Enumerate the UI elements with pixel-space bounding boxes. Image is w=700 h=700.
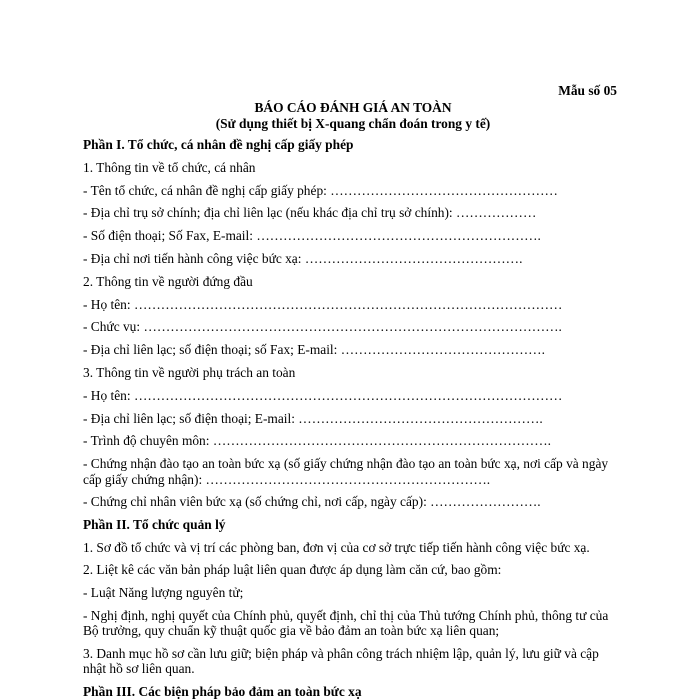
part1-heading: Phần I. Tổ chức, cá nhân đề nghị cấp giấy phép (83, 137, 354, 152)
document-title: BÁO CÁO ĐÁNH GIÁ AN TOÀN (254, 100, 452, 115)
part2-item2: 2. Liệt kê các văn bản pháp luật liên quan được áp dụng làm căn cứ, bao gồm: (83, 562, 502, 578)
part1-org-name-line: - Tên tổ chức, cá nhân đề nghị cấp giấy phép: …………………………………………… (83, 182, 558, 198)
part1-safety-training-line: - Chứng nhận đào tạo an toàn bức xạ (số giấy chứng nhận đào tạo an toàn bức xạ, nơi cấp và ngày cấp giấy chứng nhận): ………………………………………………………. (83, 456, 609, 487)
part2-item1: 1. Sơ đồ tổ chức và vị trí các phòng ban, đơn vị của cơ sở trực tiếp tiến hành công việc bức xạ. (83, 539, 590, 555)
part1-org-phone-line: - Số điện thoại; Số Fax, E-mail: ………………………………………………………. (83, 228, 541, 244)
part1-safety-certificate-line: - Chứng chỉ nhân viên bức xạ (số chứng chỉ, nơi cấp, ngày cấp): ……………………. (83, 493, 541, 509)
part1-section2-title: 2. Thông tin về người đứng đầu (83, 273, 253, 289)
part1-head-contact-line: - Địa chỉ liên lạc; số điện thoại; số Fax; E-mail: ………………………………………. (83, 342, 545, 358)
part1-safety-name-line: - Họ tên: …………………………………………………………………………………… (83, 387, 563, 403)
part1-safety-contact-line: - Địa chỉ liên lạc; số điện thoại; E-mail: ………………………………………………. (83, 410, 543, 426)
form-number: Mẫu số 05 (558, 83, 617, 98)
part2-heading: Phần II. Tổ chức quản lý (83, 516, 226, 532)
part2-item2-decrees: - Nghị định, nghị quyết của Chính phủ, quyết định, chỉ thị của Thủ tướng Chính phủ, thông tư của Bộ trưởng, quy chuẩn kỹ thuật quốc gia về bảo đảm an toàn bức xạ liên quan; (83, 607, 609, 639)
part1-section1-title: 1. Thông tin về tổ chức, cá nhân (83, 159, 256, 175)
document-subtitle: (Sử dụng thiết bị X-quang chẩn đoán trong y tế) (215, 116, 491, 131)
part1-safety-level-line: - Trình độ chuyên môn: …………………………………………………………………. (83, 433, 551, 449)
part1-head-position-line: - Chức vụ: …………………………………………………………………………………. (83, 319, 562, 335)
part2-item2-law: - Luật Năng lượng nguyên tử; (83, 585, 244, 601)
part1-section3-title: 3. Thông tin về người phụ trách an toàn (83, 364, 296, 380)
part1-work-location-line: - Địa chỉ nơi tiến hành công việc bức xạ: …………………………………………. (83, 250, 523, 266)
part2-item3: 3. Danh mục hồ sơ cần lưu giữ; biện pháp và phân công trách nhiệm lập, quản lý, lưu giữ và cập nhật hồ sơ liên quan. (83, 645, 599, 677)
part3-heading: Phần III. Các biện pháp bảo đảm an toàn bức xạ (83, 683, 362, 699)
document-body (83, 82, 623, 700)
part1-org-address-line: - Địa chỉ trụ sở chính; địa chỉ liên lạc (nếu khác địa chỉ trụ sở chính): ……………… (83, 205, 537, 221)
part1-head-name-line: - Họ tên: …………………………………………………………………………………… (83, 296, 563, 312)
